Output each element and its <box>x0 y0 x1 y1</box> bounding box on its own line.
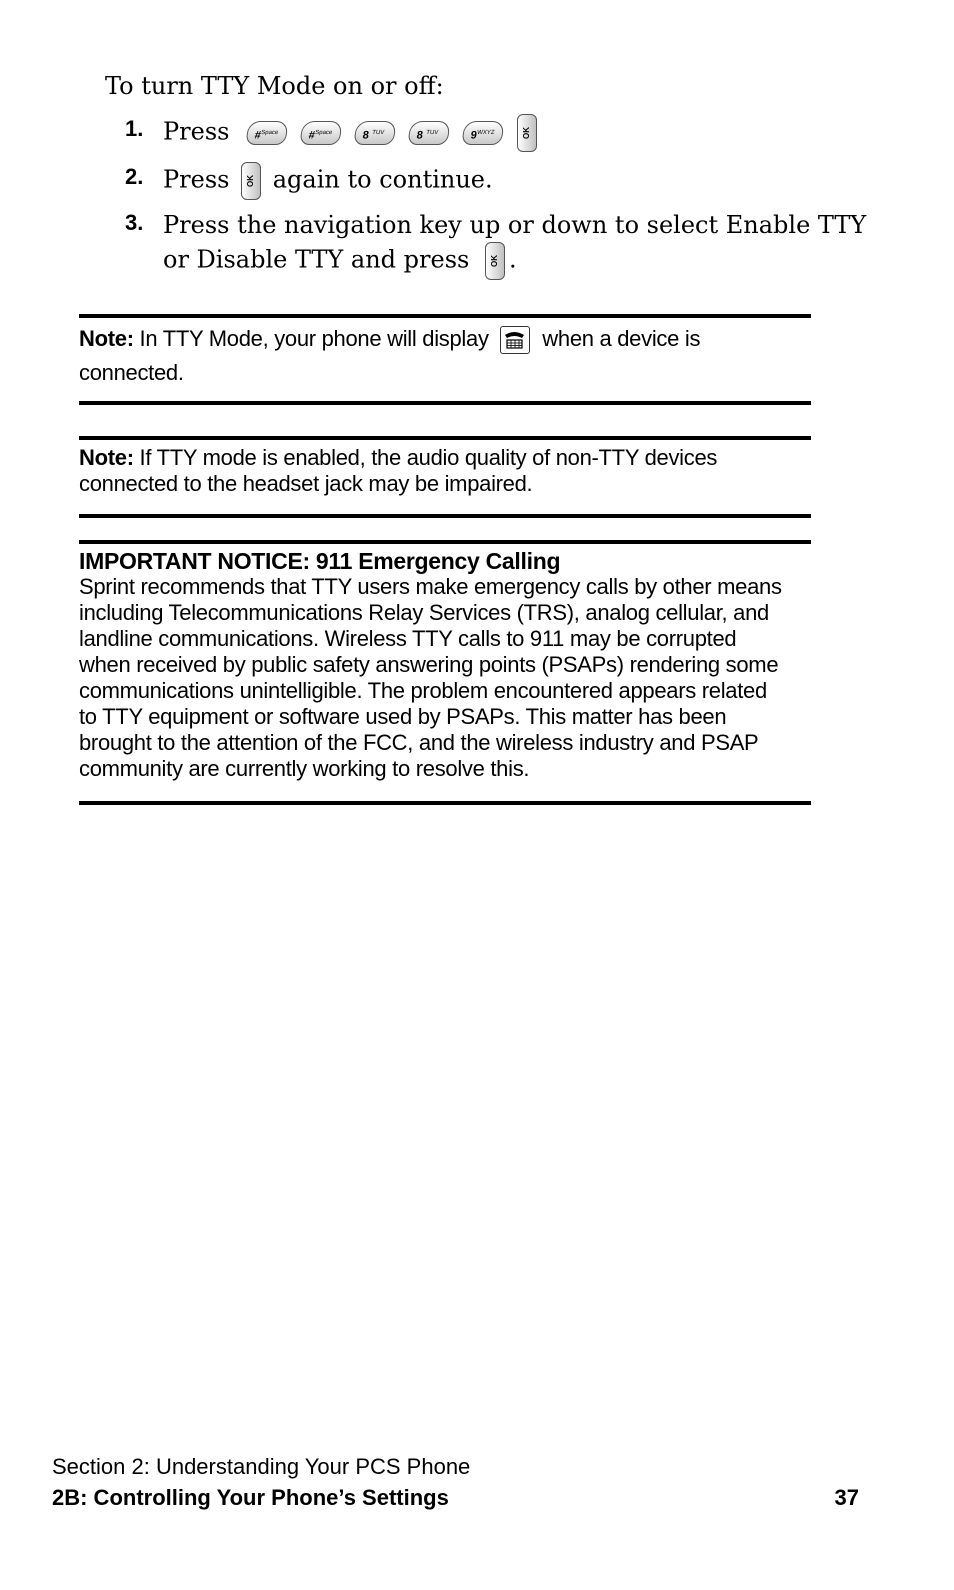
hash-key-icon: #$^{Space}$ <box>299 121 342 145</box>
notice-line: to TTY equipment or software used by PSAPs. This matter has been <box>79 704 727 729</box>
divider <box>79 540 811 544</box>
step-number: 3. <box>125 210 144 235</box>
intro-text: To turn TTY Mode on or off: <box>105 72 444 100</box>
note-label: Note: <box>79 445 134 470</box>
nine-key-icon: $9^{WXYZ}$ <box>461 121 504 145</box>
step-text: again to continue. <box>272 165 493 194</box>
note-text: If TTY mode is enabled, the audio quality of non-TTY devices connected to the headset jack may be impaired. <box>79 445 718 496</box>
note-text: when a device is <box>542 326 701 351</box>
important-notice <box>79 548 811 782</box>
ok-key-icon: OK <box>485 242 505 280</box>
notice-line: including Telecommunications Relay Services (TRS), analog cellular, and <box>79 600 769 625</box>
divider <box>79 401 811 405</box>
step-text: Press <box>163 165 230 194</box>
notice-line: landline communications. Wireless TTY calls to 911 may be corrupted <box>79 626 737 651</box>
ok-key-icon: OK <box>241 162 261 200</box>
note-1 <box>79 322 811 390</box>
footer-section: Section 2: Understanding Your PCS Phone <box>52 1454 471 1479</box>
notice-line: Sprint recommends that TTY users make emergency calls by other means <box>79 574 782 599</box>
step-number: 2. <box>125 164 144 189</box>
divider <box>79 514 811 518</box>
step-text: or Disable TTY and press <box>163 245 470 274</box>
page-number: 37 <box>834 1485 859 1510</box>
step-text: . <box>508 245 517 274</box>
note-label: Note: <box>79 326 134 351</box>
notice-line: communications unintelligible. The problem encountered appears related <box>79 678 767 703</box>
step-text: Press <box>163 117 230 146</box>
divider <box>79 436 811 440</box>
footer-chapter: 2B: Controlling Your Phone’s Settings <box>52 1485 449 1510</box>
note-text: connected. <box>79 360 184 385</box>
ok-key-icon: OK <box>517 114 537 152</box>
notice-line: when received by public safety answering points (PSAPs) rendering some <box>79 652 779 677</box>
hash-key-icon: #$^{Space}$ <box>245 121 288 145</box>
tty-icon <box>500 326 530 354</box>
notice-line: community are currently working to resolve this. <box>79 756 530 781</box>
note-2 <box>79 445 811 497</box>
step-number: 1. <box>125 116 144 141</box>
eight-key-icon: 8 $^{TUV}$ <box>407 121 450 145</box>
step-text: Press the navigation key up or down to select Enable TTY <box>163 211 867 239</box>
divider <box>79 314 811 318</box>
important-notice-title: IMPORTANT NOTICE: 911 Emergency Calling <box>79 548 561 574</box>
note-text: In TTY Mode, your phone will display <box>139 326 489 351</box>
eight-key-icon: 8 $^{TUV}$ <box>353 121 396 145</box>
notice-line: brought to the attention of the FCC, and the wireless industry and PSAP <box>79 730 759 755</box>
divider <box>79 801 811 805</box>
